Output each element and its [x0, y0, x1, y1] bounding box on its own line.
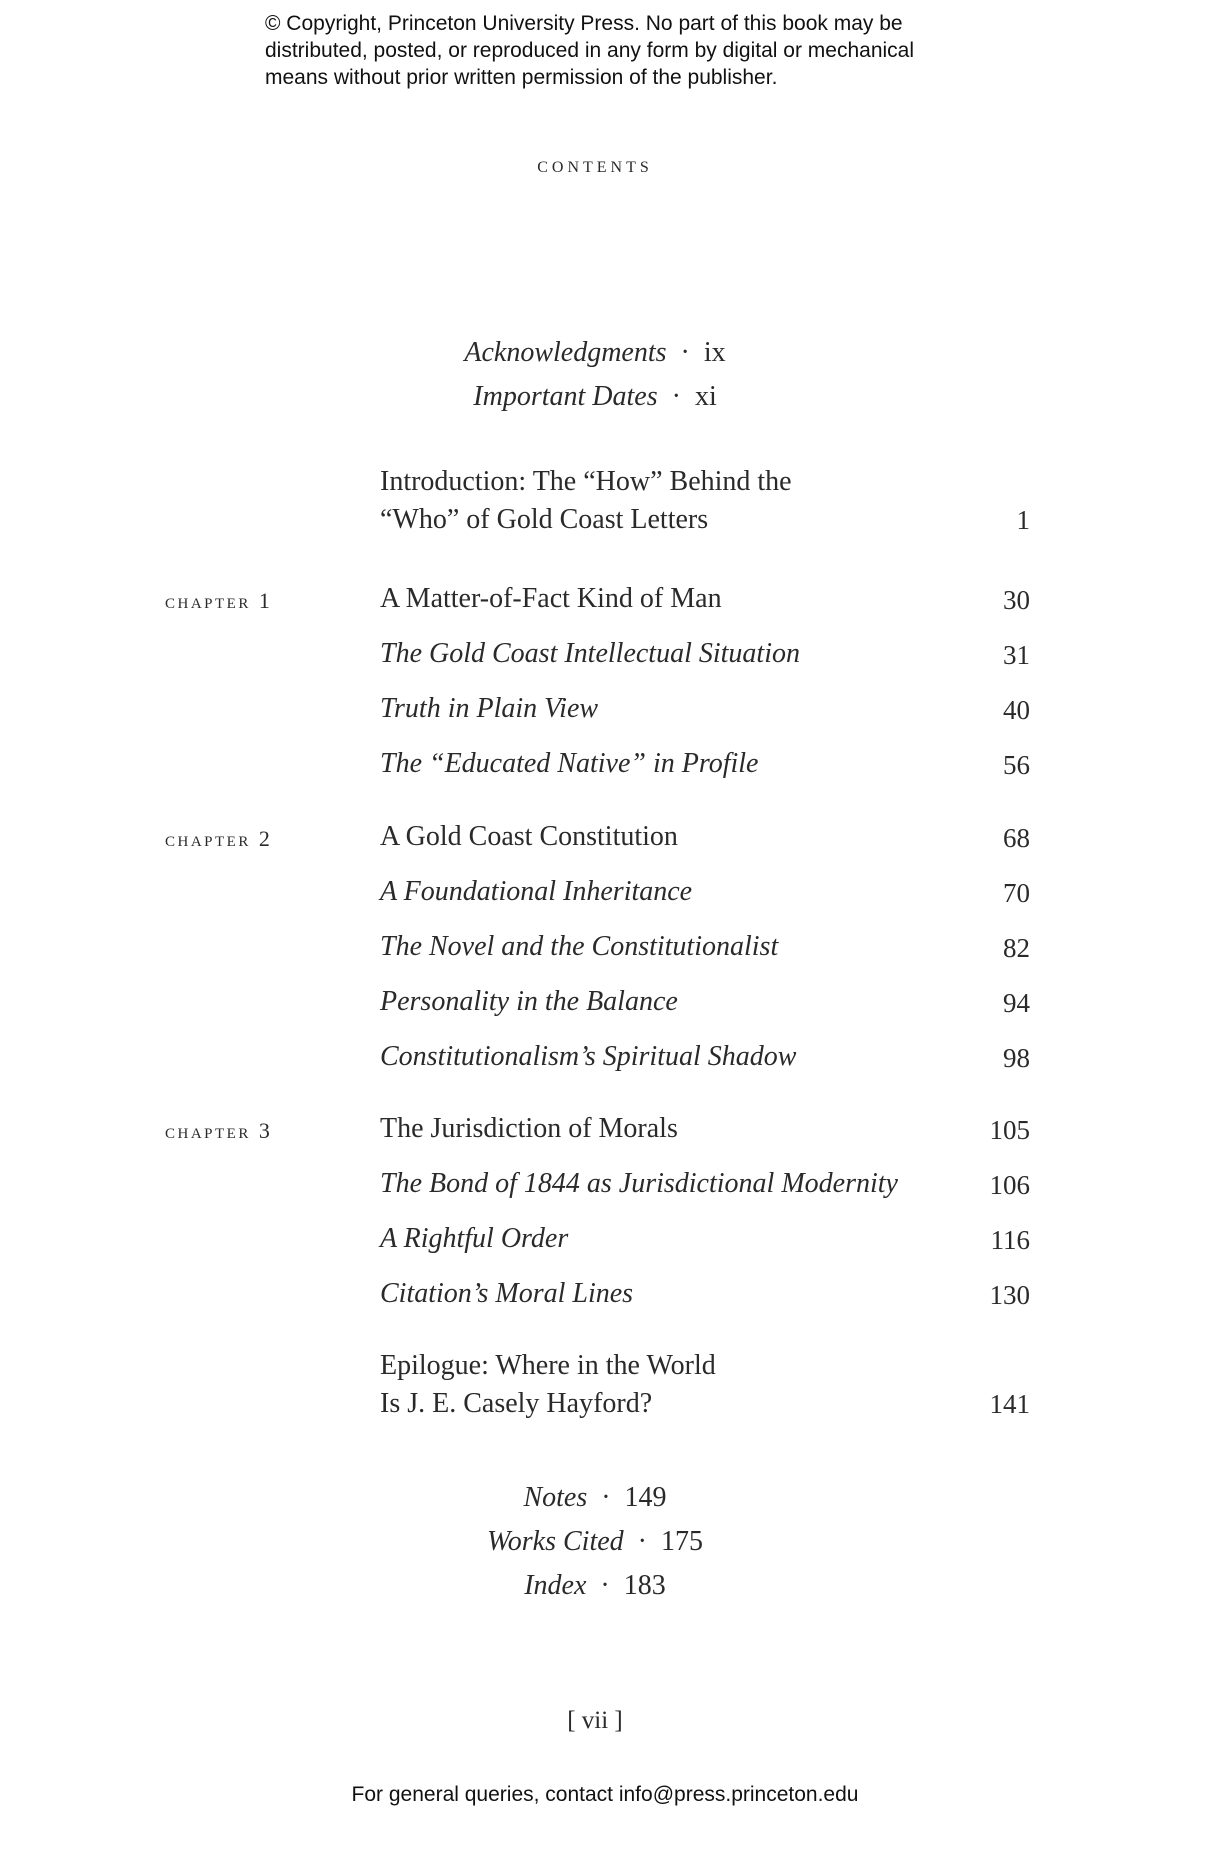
toc-back-title: Index	[524, 1570, 587, 1601]
toc-section[interactable]	[380, 1165, 1030, 1203]
toc-front-title: Acknowledgments	[464, 337, 667, 368]
toc-front-important-dates[interactable]	[0, 381, 1190, 413]
toc-epilogue[interactable]	[380, 1347, 1030, 1423]
toc-page-number: 40	[1003, 695, 1030, 725]
toc-section-title: The “Educated Native” in Profile	[380, 748, 759, 779]
toc-back-notes[interactable]	[0, 1482, 1190, 1514]
contact-footer: For general queries, contact info@press.princeton.edu	[351, 1783, 859, 1806]
toc-page-number: 56	[1003, 750, 1030, 780]
toc-section[interactable]	[380, 690, 1030, 728]
toc-chapter-2[interactable]	[380, 818, 1030, 856]
toc-page-number: 98	[1003, 1043, 1030, 1073]
toc-section-title: Truth in Plain View	[380, 693, 599, 724]
toc-back-index[interactable]	[0, 1570, 1190, 1602]
copyright-line: means without prior written permission of the publisher.	[265, 66, 778, 89]
toc-section[interactable]	[380, 1220, 1030, 1258]
toc-page-number: 30	[1003, 585, 1030, 615]
toc-page-number: 106	[989, 1170, 1030, 1200]
toc-introduction-line: “Who” of Gold Coast Letters	[380, 504, 709, 535]
separator-dot: ·	[600, 1570, 610, 1601]
contents-heading: contents	[537, 152, 653, 177]
toc-section[interactable]	[380, 1038, 1030, 1076]
toc-back-works-cited[interactable]	[0, 1526, 1190, 1558]
toc-epilogue-line: Epilogue: Where in the World	[380, 1350, 716, 1381]
chapter-2-label: chapter 2	[165, 826, 273, 851]
toc-page-number: 68	[1003, 823, 1030, 853]
toc-section-title: Personality in the Balance	[380, 986, 678, 1017]
toc-section-title: The Novel and the Constitutionalist	[380, 931, 779, 962]
copyright-line: © Copyright, Princeton University Press. No part of this book may be	[265, 12, 903, 35]
toc-introduction[interactable]	[380, 463, 1030, 539]
toc-page-number: 94	[1003, 988, 1030, 1018]
copyright-notice	[265, 10, 965, 91]
separator-dot: ·	[637, 1526, 647, 1557]
copyright-line: distributed, posted, or reproduced in any form by digital or mechanical	[265, 39, 915, 62]
page-number-folio: [ vii ]	[567, 1707, 623, 1734]
toc-section[interactable]	[380, 745, 1030, 783]
toc-front-page: xi	[694, 381, 717, 412]
toc-section[interactable]	[380, 635, 1030, 673]
separator-dot: ·	[680, 337, 690, 368]
toc-page-number: 70	[1003, 878, 1030, 908]
toc-front-title: Important Dates	[473, 381, 658, 412]
toc-section[interactable]	[380, 1275, 1030, 1313]
toc-page-number: 105	[989, 1115, 1030, 1145]
toc-back-page: 149	[624, 1482, 667, 1513]
toc-section-title: Citation’s Moral Lines	[380, 1278, 634, 1309]
chapter-1-label: chapter 1	[165, 588, 273, 613]
toc-back-title: Works Cited	[487, 1526, 624, 1557]
toc-section-title: A Rightful Order	[380, 1223, 569, 1254]
toc-back-page: 183	[623, 1570, 666, 1601]
toc-chapter-title: The Jurisdiction of Morals	[380, 1113, 678, 1144]
toc-section-title: The Bond of 1844 as Jurisdictional Modernity	[380, 1168, 898, 1199]
chapter-3-label: chapter 3	[165, 1118, 273, 1143]
toc-chapter-title: A Gold Coast Constitution	[380, 821, 678, 852]
toc-section[interactable]	[380, 873, 1030, 911]
toc-epilogue-line: Is J. E. Casely Hayford?	[380, 1388, 653, 1419]
toc-section[interactable]	[380, 983, 1030, 1021]
toc-back-title: Notes	[523, 1482, 588, 1513]
toc-back-page: 175	[660, 1526, 703, 1557]
toc-page-number: 141	[989, 1389, 1030, 1419]
toc-section[interactable]	[380, 928, 1030, 966]
toc-page-number: 116	[990, 1225, 1030, 1255]
toc-page-number: 130	[989, 1280, 1030, 1310]
separator-dot: ·	[671, 381, 681, 412]
toc-page-number: 31	[1003, 640, 1030, 670]
toc-chapter-title: A Matter-of-Fact Kind of Man	[380, 583, 722, 614]
toc-page-number: 82	[1003, 933, 1030, 963]
toc-chapter-1[interactable]	[380, 580, 1030, 618]
toc-section-title: A Foundational Inheritance	[380, 876, 693, 907]
toc-chapter-3[interactable]	[380, 1110, 1030, 1148]
toc-section-title: Constitutionalism’s Spiritual Shadow	[380, 1041, 797, 1072]
toc-front-page: ix	[703, 337, 726, 368]
separator-dot: ·	[601, 1482, 611, 1513]
toc-page-number: 1	[1016, 505, 1030, 535]
toc-section-title: The Gold Coast Intellectual Situation	[380, 638, 800, 669]
toc-front-acknowledgments[interactable]	[0, 337, 1190, 369]
toc-introduction-line: Introduction: The “How” Behind the	[380, 466, 792, 497]
